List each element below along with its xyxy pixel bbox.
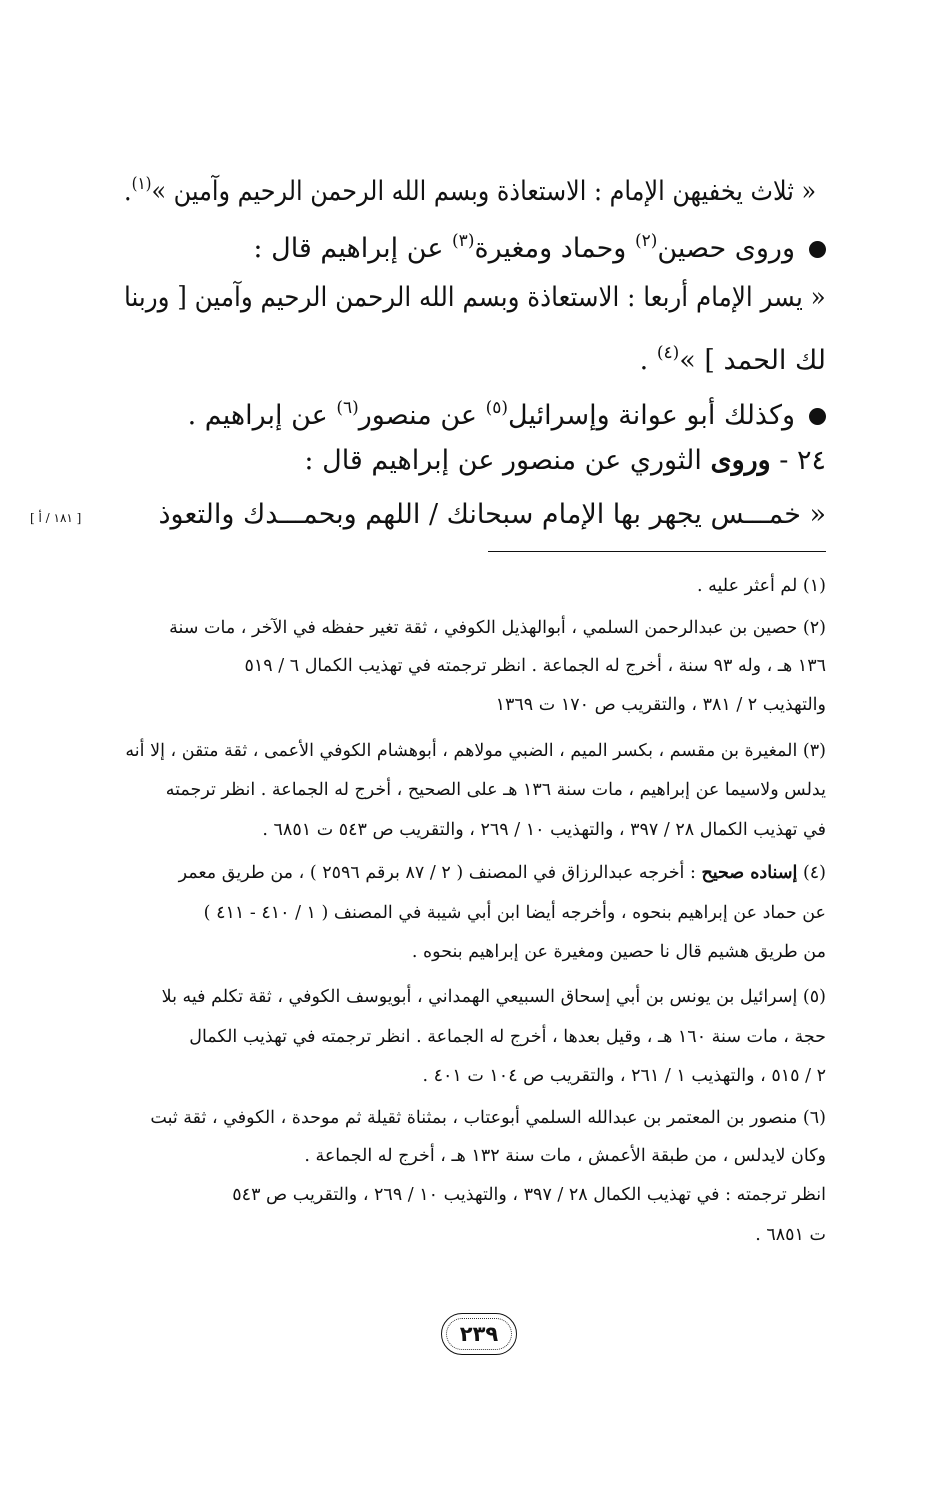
footnote-2-line-1: (٢) حصين بن عبدالرحمن السلمي ، أبوالهذيل الكوفي ، ثقة تغير حفظه في الآخر ، مات سنة: [169, 618, 826, 638]
bold-word: وروى: [710, 445, 771, 476]
quote-text: « يسر الإمام أربعا : الاستعاذة وبسم الله الرحمن الرحيم وآمين [ وربنا: [124, 282, 826, 313]
footnote-2-line-3: والتهذيب ٢ / ٣٨١ ، والتقريب ص ١٧٠ ت ١٣٦٩: [495, 695, 826, 715]
footnote-1: (١) لم أعثر عليه .: [697, 576, 826, 596]
text-fragment: وروى حصين: [657, 233, 795, 264]
main-line-2: [253, 223, 826, 267]
text-fragment: وكذلك أبو عوانة وإسرائيل: [508, 400, 795, 431]
bullet-icon: [809, 408, 826, 425]
main-line-3: [124, 280, 826, 316]
main-line-5: [188, 390, 826, 434]
footnote-ref: (٢): [634, 231, 658, 251]
footnote-6-line-3: انظر ترجمته : في تهذيب الكمال ٢٨ / ٣٩٧ ، والتهذيب ١٠ / ٢٦٩ ، والتقريب ص ٥٤٣: [232, 1185, 826, 1205]
footnote-ref: (٦): [336, 398, 359, 418]
footnote-4-line-2: عن حماد عن إبراهيم بنحوه ، وأخرجه أيضا ابن أبي شيبة في المصنف ( ١ / ٤١٠ - ٤١١ ): [203, 903, 826, 923]
footnote-3-line-2: يدلس ولاسيما عن إبراهيم ، مات سنة ١٣٦ هـ على الصحيح ، أخرج له الجماعة . انظر ترجمته: [165, 780, 826, 800]
bold-phrase: إسناده صحيح: [701, 863, 798, 883]
bullet-icon: [809, 241, 826, 258]
quote-text: « خمـــس يجهر بها الإمام سبحانك / اللهم وبحمـــدك والتعوذ: [158, 499, 826, 530]
footnote-4-line-1: [179, 858, 826, 888]
footnote-ref: (٤): [656, 343, 680, 363]
text-fragment: الثوري عن منصور عن إبراهيم قال :: [304, 445, 711, 476]
main-line-7: [158, 497, 826, 533]
footnote-5-line-1: (٥) إسرائيل بن يونس بن أبي إسحاق السبيعي الهمداني ، أبويوسف الكوفي ، ثقة تكلم فيه بلا: [161, 987, 826, 1007]
manuscript-folio-ref: [ ١٨١ / أ ]: [30, 511, 82, 525]
text-fragment: وحماد ومغيرة: [474, 233, 635, 264]
punctuation: .: [639, 345, 657, 376]
page-number-text: ٢٣٩: [459, 1322, 499, 1346]
footnote-divider: [488, 551, 826, 552]
text-fragment: عن إبراهيم قال :: [253, 233, 453, 264]
footnote-4-line-3: من طريق هشيم قال نا حصين ومغيرة عن إبراهيم بنحوه .: [411, 942, 826, 962]
main-line-6: [304, 443, 826, 479]
page-number: [441, 1313, 517, 1355]
footnote-3-line-3: في تهذيب الكمال ٢٨ / ٣٩٧ ، والتهذيب ١٠ / ٢٦٩ ، والتقريب ص ٥٤٣ ت ٦٨٥١ .: [262, 820, 826, 840]
footnote-5-line-2: حجة ، مات سنة ١٦٠ هـ ، وقيل بعدها ، أخرج له الجماعة . انظر ترجمته في تهذيب الكمال: [189, 1027, 826, 1047]
main-line-1: [124, 166, 816, 210]
quote-text: « ثلاث يخفيهن الإمام : الاستعاذة وبسم الله الرحمن الرحيم وآمين »: [151, 176, 816, 207]
footnote-5-line-3: ٢ / ٥١٥ ، والتهذيب ١ / ٢٦١ ، والتقريب ص ١٠٤ ت ٤٠١ .: [422, 1066, 826, 1086]
text-fragment: عن إبراهيم .: [187, 400, 337, 431]
footnote-ref: (٥): [485, 398, 509, 418]
text-fragment: : أخرجه عبدالرزاق في المصنف ( ٢ / ٨٧ برقم ٢٥٩٦ ) ، من طريق معمر: [178, 863, 702, 883]
footnote-ref: (١): [131, 174, 152, 194]
text-fragment: عن منصور: [358, 400, 486, 431]
footnote-ref: (٣): [452, 231, 475, 251]
footnote-number: (٤): [797, 863, 826, 883]
footnote-6-line-2: وكان لايدلس ، من طبقة الأعمش ، مات سنة ١٣٢ هـ ، أخرج له الجماعة .: [304, 1146, 826, 1166]
main-line-4: [640, 335, 826, 379]
footnote-3-line-1: (٣) المغيرة بن مقسم ، بكسر الميم ، الضبي مولاهم ، أبوهشام الكوفي الأعمى ، ثقة متقن ، إلا أنه: [125, 741, 826, 761]
punctuation: .: [123, 176, 132, 207]
quote-text: لك الحمد ] »: [679, 345, 826, 376]
hadith-number: ٢٤ -: [770, 445, 826, 476]
footnote-6-line-1: (٦) منصور بن المعتمر بن عبدالله السلمي أبوعتاب ، بمثناة ثقيلة ثم موحدة ، الكوفي ، ثقة ثبت: [150, 1108, 826, 1128]
footnote-6-line-4: ت ٦٨٥١ .: [755, 1225, 826, 1245]
footnote-2-line-2: ١٣٦ هـ ، وله ٩٣ سنة ، أخرج له الجماعة . انظر ترجمته في تهذيب الكمال ٦ / ٥١٩: [244, 656, 826, 676]
